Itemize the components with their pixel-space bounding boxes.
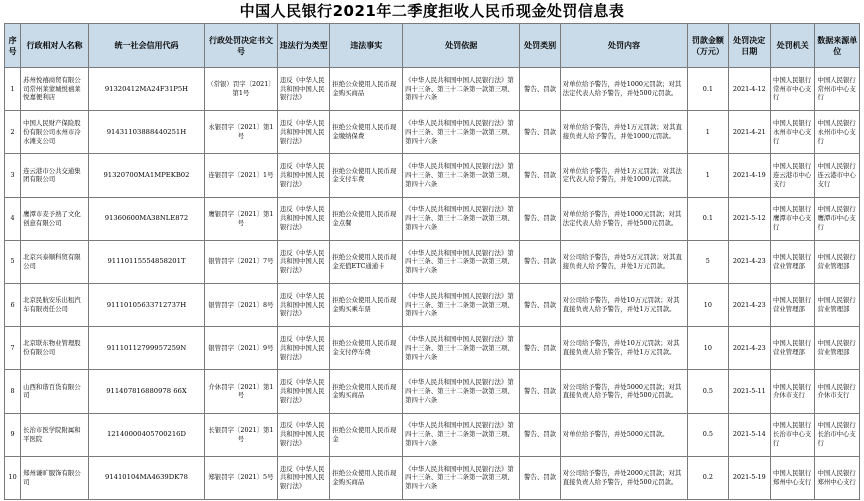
- penalty-authority-cell: 中国人民银行常州市中心支行: [770, 68, 814, 111]
- penalty-authority-cell: 中国人民银行长治市中心支行: [770, 413, 814, 456]
- penalty-basis-cell: 《中华人民共和国中国人民银行法》第四十三条、第三十二条第一款第三项、第四十六条: [403, 111, 520, 154]
- header-cell: 数据来源单位: [815, 24, 860, 68]
- credit-code-cell: 91431103888440251H: [88, 111, 204, 154]
- decision-number-cell: 永银罚字〔2021〕第1号: [205, 111, 278, 154]
- credit-code-cell: 91410104MA4639DK78: [88, 456, 204, 499]
- penalty-authority-cell: 中国人民银行鹰潭市中心支行: [770, 197, 814, 240]
- fine-amount-cell: 10: [688, 327, 728, 370]
- fine-amount-cell: 0.1: [688, 197, 728, 240]
- fine-amount-cell: 0.5: [688, 370, 728, 413]
- row-number-cell: 3: [5, 154, 21, 197]
- violation-type-cell: 违反《中华人民共和国中国人民银行法》: [277, 413, 330, 456]
- penalty-basis-cell: 《中华人民共和国中国人民银行法》第四十三条、第三十二条第一款第三项、第四十六条: [403, 240, 520, 283]
- penalty-authority-cell: 中国人民银行营业管理部: [770, 240, 814, 283]
- header-cell: 行政处罚决定书文号: [205, 24, 278, 68]
- violation-fact-cell: 拒绝公众使用人民币现金: [330, 413, 403, 456]
- row-number-cell: 9: [5, 413, 21, 456]
- penalty-table: [4, 23, 860, 500]
- decision-date-cell: 2021-5-12: [728, 197, 770, 240]
- violation-type-cell: 违反《中华人民共和国中国人民银行法》: [277, 327, 330, 370]
- decision-date-cell: 2021-4-23: [728, 240, 770, 283]
- data-source-cell: 中国人民银行长治市中心支行: [815, 413, 860, 456]
- credit-code-cell: 91320700MA1MPEKB02: [88, 154, 204, 197]
- entity-name-cell: 北京兴泰顺科贸有限公司: [21, 240, 89, 283]
- entity-name-cell: 中国人民财产保险股份有限公司永州市冷水滩支公司: [21, 111, 89, 154]
- violation-fact-cell: 拒绝公众使用人民币现金点餐: [330, 197, 403, 240]
- decision-number-cell: 长银罚字〔2021〕第1号: [205, 413, 278, 456]
- penalty-content-cell: 对公司给予警告，并处5万元罚款；对其直接负责人给予警告，并处1万元罚款。: [560, 240, 687, 283]
- credit-code-cell: 91360600MA38NLE872: [88, 197, 204, 240]
- penalty-category-cell: 警告、罚款: [520, 413, 560, 456]
- violation-fact-cell: 拒绝公众使用人民币现金购买乘车票: [330, 283, 403, 326]
- fine-amount-cell: 1: [688, 111, 728, 154]
- violation-type-cell: 违反《中华人民共和国中国人民银行法》: [277, 370, 330, 413]
- decision-number-cell: 银管罚字〔2021〕8号: [205, 283, 278, 326]
- penalty-authority-cell: 中国人民银行营业管理部: [770, 327, 814, 370]
- penalty-category-cell: 警告、罚款: [520, 197, 560, 240]
- penalty-content-cell: 对公司给予警告，并处2000元罚款；对其直接负责人给予警告，并处500元罚款。: [560, 456, 687, 499]
- penalty-content-cell: 对单位给予警告，并处1万元罚款；对其直接负责人给予警告，并处1000元罚款。: [560, 111, 687, 154]
- penalty-content-cell: 对公司给予警告，并处5000元罚款；对其直接负责人给予警告，并处500元罚款。: [560, 370, 687, 413]
- entity-name-cell: 北京民航安乐出租汽车有限责任公司: [21, 283, 89, 326]
- penalty-basis-cell: 《中华人民共和国中国人民银行法》第四十三条、第三十二条第一款第三项、第四十六条: [403, 154, 520, 197]
- penalty-authority-cell: 中国人民银行营业管理部: [770, 283, 814, 326]
- penalty-category-cell: 警告、罚款: [520, 370, 560, 413]
- credit-code-cell: 91110115554858201T: [88, 240, 204, 283]
- violation-fact-cell: 拒绝公众使用人民币现金支付车费: [330, 154, 403, 197]
- header-cell: 序号: [5, 24, 21, 68]
- penalty-authority-cell: 中国人民银行连云港市中心支行: [770, 154, 814, 197]
- fine-amount-cell: 0.5: [688, 413, 728, 456]
- data-source-cell: 中国人民银行介休市支行: [815, 370, 860, 413]
- row-number-cell: 10: [5, 456, 21, 499]
- penalty-basis-cell: 《中华人民共和国中国人民银行法》第四十三条、第三十二条第一款第三项、第四十六条: [403, 413, 520, 456]
- decision-number-cell: 鹰银罚字〔2021〕第1号: [205, 197, 278, 240]
- data-source-cell: 中国人民银行郑州中心支行: [815, 456, 860, 499]
- fine-amount-cell: 1: [688, 154, 728, 197]
- decision-number-cell: 银管罚字〔2021〕7号: [205, 240, 278, 283]
- page-title: 中国人民银行2021年二季度拒收人民币现金处罚信息表: [239, 2, 625, 20]
- header-cell: 处罚决定日期: [728, 24, 770, 68]
- violation-fact-cell: 拒绝公众使用人民币现金购买商品: [330, 370, 403, 413]
- header-cell: 统一社会信用代码: [88, 24, 204, 68]
- row-number-cell: 8: [5, 370, 21, 413]
- credit-code-cell: 91110112799957259N: [88, 327, 204, 370]
- penalty-content-cell: 对公司给予警告，并处10万元罚款；对其直接负责人给予警告，并处1万元罚款。: [560, 327, 687, 370]
- table-row: [5, 197, 860, 240]
- decision-date-cell: 2021-5-11: [728, 370, 770, 413]
- penalty-basis-cell: 《中华人民共和国中国人民银行法》第四十三条、第三十二条第一款第三项、第四十六条: [403, 456, 520, 499]
- violation-fact-cell: 拒绝公众使用人民币现金缴纳保费: [330, 111, 403, 154]
- penalty-content-cell: 对单位给予警告，并处5000元罚款。: [560, 413, 687, 456]
- row-number-cell: 4: [5, 197, 21, 240]
- table-row: [5, 240, 860, 283]
- entity-name-cell: 郑州谦旷服饰有限公司: [21, 456, 89, 499]
- table-row: [5, 456, 860, 499]
- penalty-category-cell: 警告、罚款: [520, 154, 560, 197]
- fine-amount-cell: 0.1: [688, 68, 728, 111]
- table-header-row: [5, 24, 860, 68]
- table-row: [5, 327, 860, 370]
- row-number-cell: 5: [5, 240, 21, 283]
- penalty-category-cell: 警告、罚款: [520, 240, 560, 283]
- row-number-cell: 6: [5, 283, 21, 326]
- penalty-content-cell: 对单位给予警告，并处1000元罚款；对其法定代表人给予警告，并处500元罚款。: [560, 68, 687, 111]
- penalty-category-cell: 警告、罚款: [520, 283, 560, 326]
- penalty-basis-cell: 《中华人民共和国中国人民银行法》第四十三条、第三十二条第一款第三项、第四十六条: [403, 68, 520, 111]
- decision-number-cell: 介休罚字〔2021〕第1号: [205, 370, 278, 413]
- data-source-cell: 中国人民银行营业管理部: [815, 283, 860, 326]
- decision-number-cell: 郑银罚字〔2021〕5号: [205, 456, 278, 499]
- data-source-cell: 中国人民银行永州市中心支行: [815, 111, 860, 154]
- entity-name-cell: 鹰潭市麦予熟了文化创意有限公司: [21, 197, 89, 240]
- violation-fact-cell: 拒绝公众使用人民币现金购买商品: [330, 68, 403, 111]
- credit-code-cell: 91110105633712737H: [88, 283, 204, 326]
- entity-name-cell: 山西和谐百货有限公司: [21, 370, 89, 413]
- data-source-cell: 中国人民银行连云港市中心支行: [815, 154, 860, 197]
- penalty-category-cell: 警告、罚款: [520, 456, 560, 499]
- table-row: [5, 154, 860, 197]
- decision-date-cell: 2021-5-14: [728, 413, 770, 456]
- header-cell: 处罚机关: [770, 24, 814, 68]
- penalty-category-cell: 警告、罚款: [520, 68, 560, 111]
- violation-fact-cell: 拒绝公众使用人民币现金充值ETC通通卡: [330, 240, 403, 283]
- violation-fact-cell: 拒绝公众使用人民币现金支付停车费: [330, 327, 403, 370]
- table-row: [5, 370, 860, 413]
- credit-code-cell: 91320412MA24F31P5H: [88, 68, 204, 111]
- violation-type-cell: 违反《中华人民共和国中国人民银行法》: [277, 240, 330, 283]
- data-source-cell: 中国人民银行鹰潭市中心支行: [815, 197, 860, 240]
- decision-number-cell: 银管罚字〔2021〕9号: [205, 327, 278, 370]
- violation-type-cell: 违反《中华人民共和国中国人民银行法》: [277, 197, 330, 240]
- penalty-basis-cell: 《中华人民共和国中国人民银行法》第四十三条、第三十二条第一款第三项、第四十六条: [403, 327, 520, 370]
- entity-name-cell: 苏州悦禧商贸有限公司常州莱蒙城悦禧莱悦嘉便利店: [21, 68, 89, 111]
- fine-amount-cell: 10: [688, 283, 728, 326]
- row-number-cell: 2: [5, 111, 21, 154]
- table-row: [5, 283, 860, 326]
- header-cell: 行政相对人名称: [21, 24, 89, 68]
- penalty-basis-cell: 《中华人民共和国中国人民银行法》第四十三条、第三十二条第一款第三项、第四十六条: [403, 283, 520, 326]
- decision-date-cell: 2021-4-21: [728, 111, 770, 154]
- entity-name-cell: 连云港市公共交通集团有限公司: [21, 154, 89, 197]
- violation-type-cell: 违反《中华人民共和国中国人民银行法》: [277, 154, 330, 197]
- violation-fact-cell: 拒绝公众使用人民币现金购买商品: [330, 456, 403, 499]
- header-cell: 罚款金额（万元）: [688, 24, 728, 68]
- decision-number-cell: 连银罚字〔2021〕1号: [205, 154, 278, 197]
- decision-date-cell: 2021-4-23: [728, 327, 770, 370]
- penalty-category-cell: 警告、罚款: [520, 327, 560, 370]
- data-source-cell: 中国人民银行营业管理部: [815, 327, 860, 370]
- header-cell: 处罚依据: [403, 24, 520, 68]
- violation-type-cell: 违反《中华人民共和国中国人民银行法》: [277, 111, 330, 154]
- row-number-cell: 1: [5, 68, 21, 111]
- penalty-basis-cell: 《中华人民共和国中国人民银行法》第四十三条、第三十二条第一款第三项、第四十六条: [403, 197, 520, 240]
- decision-date-cell: 2021-5-19: [728, 456, 770, 499]
- header-cell: 违法行为类型: [277, 24, 330, 68]
- header-cell: 违法事实: [330, 24, 403, 68]
- penalty-authority-cell: 中国人民银行介休市支行: [770, 370, 814, 413]
- table-row: [5, 68, 860, 111]
- header-cell: 处罚类别: [520, 24, 560, 68]
- fine-amount-cell: 0.2: [688, 456, 728, 499]
- penalty-content-cell: 对单位给予警告，并处1万元罚款；对其法定代表人给予警告，并处1000元罚款。: [560, 154, 687, 197]
- violation-type-cell: 违反《中华人民共和国中国人民银行法》: [277, 283, 330, 326]
- credit-code-cell: 12140000405700216D: [88, 413, 204, 456]
- fine-amount-cell: 5: [688, 240, 728, 283]
- header-cell: 处罚内容: [560, 24, 687, 68]
- penalty-authority-cell: 中国人民银行永州市中心支行: [770, 111, 814, 154]
- penalty-content-cell: 对单位给予警告，并处1000元罚款；对其法定代表人给予警告，并处500元罚款。: [560, 197, 687, 240]
- violation-type-cell: 违反《中华人民共和国中国人民银行法》: [277, 456, 330, 499]
- penalty-category-cell: 警告、罚款: [520, 111, 560, 154]
- data-source-cell: 中国人民银行常州市中心支行: [815, 68, 860, 111]
- penalty-basis-cell: 《中华人民共和国中国人民银行法》第四十三条、第三十二条第一款第三项、第四十六条: [403, 370, 520, 413]
- credit-code-cell: 911407816880978 66X: [88, 370, 204, 413]
- table-row: [5, 413, 860, 456]
- decision-date-cell: 2021-4-23: [728, 283, 770, 326]
- decision-date-cell: 2021-4-19: [728, 154, 770, 197]
- decision-date-cell: 2021-4-12: [728, 68, 770, 111]
- data-source-cell: 中国人民银行营业管理部: [815, 240, 860, 283]
- entity-name-cell: 北京联东物业管理股份有限公司: [21, 327, 89, 370]
- decision-number-cell: （常银）罚字〔2021〕第1号: [205, 68, 278, 111]
- penalty-authority-cell: 中国人民银行郑州中心支行: [770, 456, 814, 499]
- row-number-cell: 7: [5, 327, 21, 370]
- penalty-content-cell: 对公司给予警告，并处10万元罚款；对其直接负责人给予警告，并处1万元罚款。: [560, 283, 687, 326]
- violation-type-cell: 违反《中华人民共和国中国人民银行法》: [277, 68, 330, 111]
- entity-name-cell: 长治市医学院附属和平医院: [21, 413, 89, 456]
- table-row: [5, 111, 860, 154]
